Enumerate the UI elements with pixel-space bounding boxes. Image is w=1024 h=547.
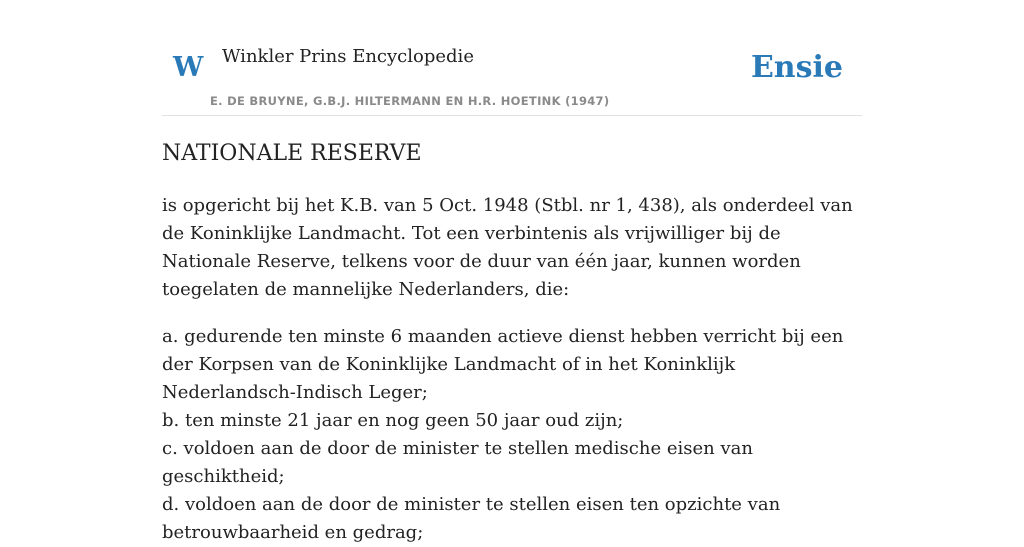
publication-title[interactable]: Winkler Prins Encyclopedie	[222, 46, 474, 67]
article-body	[162, 192, 862, 547]
condition-item: c. voldoen aan de door de minister te stellen medische eisen van geschiktheid;	[162, 438, 753, 487]
article-intro: is opgericht bij het K.B. van 5 Oct. 1948 (Stbl. nr 1, 438), als onderdeel van de Koninklijke Landmacht. Tot een verbintenis als vrijwilliger bij de Nationale Reserve, telkens voor de duur van één jaar, kunnen worden toegelaten de mannelijke Nederlanders, die:	[162, 195, 853, 300]
ensie-brand-link[interactable]: Ensie	[750, 50, 843, 85]
article-headword: NATIONALE RESERVE	[162, 141, 422, 166]
condition-item: a. gedurende ten minste 6 maanden actieve dienst hebben verricht bij een der Korpsen van de Koninklijke Landmacht of in het Koninklijk Nederlandsch-Indisch Leger;	[162, 326, 844, 403]
publication-logo-icon[interactable]: W	[173, 52, 204, 83]
condition-item: b. ten minste 21 jaar en nog geen 50 jaar oud zijn;	[162, 410, 624, 431]
header-divider	[162, 115, 862, 116]
publication-authors: E. DE BRUYNE, G.B.J. HILTERMANN EN H.R. HOETINK (1947)	[210, 94, 610, 108]
condition-item: d. voldoen aan de door de minister te stellen eisen ten opzichte van betrouwbaarheid en gedrag;	[162, 494, 781, 543]
